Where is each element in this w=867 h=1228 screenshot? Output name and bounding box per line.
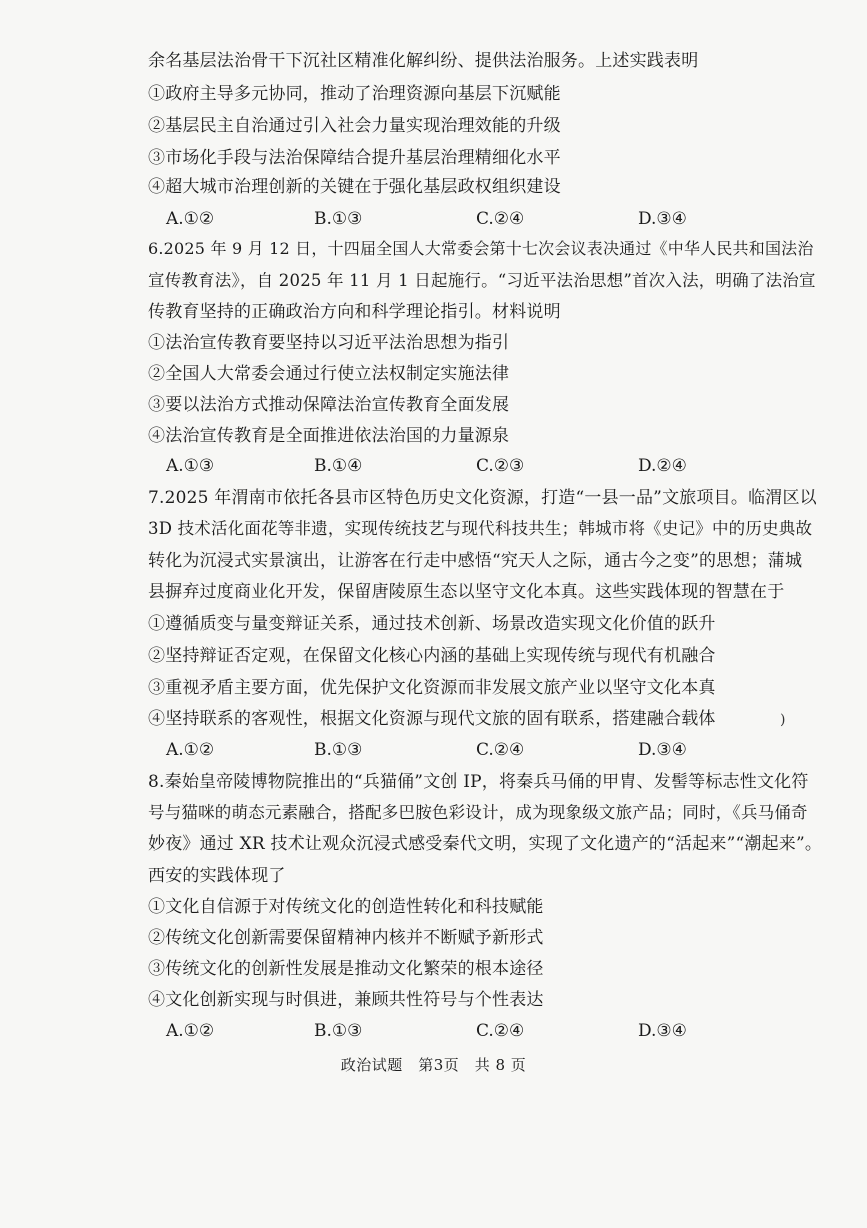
q7-statement-1: ①遵循质变与量变辩证关系，通过技术创新、场景改造实现文化价值的跃升 bbox=[148, 614, 716, 634]
q7-statement-3: ③重视矛盾主要方面，优先保护文化资源而非发展文旅产业以坚守文化本真 bbox=[148, 678, 716, 698]
q7-option-b: B.①③ bbox=[314, 740, 363, 760]
q6-stem-1: 6.2025 年 9 月 12 日，十四届全国人大常委会第十七次会议表决通过《中华人民共和国法治 bbox=[148, 239, 814, 258]
page-footer: 政治试题 第3页 共 8 页 bbox=[340, 1056, 527, 1074]
q7-stem-3: 转化为沉浸式实景演出，让游客在行走中感悟“究天人之际，通古今之变”的思想；蒲城 bbox=[148, 551, 803, 571]
q8-option-a: A.①② bbox=[166, 1021, 215, 1041]
q5-option-b: B.①③ bbox=[314, 209, 363, 229]
q5-option-d: D.③④ bbox=[638, 209, 687, 229]
q6-options bbox=[166, 454, 726, 478]
q7-statement-2: ②坚持辩证否定观，在保留文化核心内涵的基础上实现传统与现代有机融合 bbox=[148, 646, 716, 666]
q8-statement-1: ①文化自信源于对传统文化的创造性转化和科技赋能 bbox=[148, 897, 544, 917]
q7-option-c: C.②④ bbox=[476, 740, 525, 760]
q5-options bbox=[166, 207, 726, 231]
q8-statement-3: ③传统文化的创新性发展是推动文化繁荣的根本途径 bbox=[148, 959, 544, 979]
q5-statement-2: ②基层民主自治通过引入社会力量实现治理效能的升级 bbox=[148, 116, 561, 136]
q8-option-d: D.③④ bbox=[638, 1021, 687, 1041]
q8-statement-2: ②传统文化创新需要保留精神内核并不断赋予新形式 bbox=[148, 928, 544, 948]
q7-option-d: D.③④ bbox=[638, 740, 687, 760]
q8-stem-3: 妙夜》通过 XR 技术让观众沉浸式感受秦代文明，实现了文化遗产的“活起来”“潮起来”。 bbox=[148, 834, 823, 854]
q8-option-b: B.①③ bbox=[314, 1021, 363, 1041]
q8-options bbox=[166, 1019, 726, 1043]
q7-stem-2: 3D 技术活化面花等非遗，实现传统技艺与现代科技共生；韩城市将《史记》中的历史典故 bbox=[148, 519, 813, 538]
q7-option-a: A.①② bbox=[166, 740, 215, 760]
q6-option-b: B.①④ bbox=[314, 456, 363, 476]
q6-stem-3: 传教育坚持的正确政治方向和科学理论指引。材料说明 bbox=[148, 302, 561, 322]
q6-statement-4: ④法治宣传教育是全面推进依法治国的力量源泉 bbox=[148, 426, 510, 446]
q5-option-a: A.①② bbox=[166, 209, 215, 229]
q6-statement-2: ②全国人大常委会通过行使立法权制定实施法律 bbox=[148, 364, 510, 384]
q8-stem-1: 8.秦始皇帝陵博物院推出的“兵猫俑”文创 IP，将秦兵马俑的甲胄、发髻等标志性文化符 bbox=[148, 772, 809, 792]
q7-statement-4: ④坚持联系的客观性，根据文化资源与现代文旅的固有联系，搭建融合载体 bbox=[148, 709, 716, 729]
q6-option-d: D.②④ bbox=[638, 456, 687, 476]
q8-statement-4: ④文化创新实现与时俱进，兼顾共性符号与个性表达 bbox=[148, 990, 544, 1010]
q5-statement-4: ④超大城市治理创新的关键在于强化基层政权组织建设 bbox=[148, 177, 561, 197]
q6-statement-1: ①法治宣传教育要坚持以习近平法治思想为指引 bbox=[148, 333, 510, 353]
q5-statement-1: ①政府主导多元协同，推动了治理资源向基层下沉赋能 bbox=[148, 84, 561, 104]
intro-line: 余名基层法治骨干下沉社区精准化解纠纷、提供法治服务。上述实践表明 bbox=[148, 51, 699, 71]
q7-stem-4: 县摒弃过度商业化开发，保留唐陵原生态以坚守文化本真。这些实践体现的智慧在于 bbox=[148, 582, 785, 602]
q5-statement-3: ③市场化手段与法治保障结合提升基层治理精细化水平 bbox=[148, 148, 561, 168]
q6-statement-3: ③要以法治方式推动保障法治宣传教育全面发展 bbox=[148, 395, 510, 415]
q6-option-c: C.②③ bbox=[476, 456, 525, 476]
q8-option-c: C.②④ bbox=[476, 1021, 525, 1041]
q5-option-c: C.②④ bbox=[476, 209, 525, 229]
q6-stem-2: 宣传教育法》，自 2025 年 11 月 1 日起施行。“习近平法治思想”首次入法，明确了法治宣 bbox=[148, 271, 816, 290]
q7-options bbox=[166, 738, 726, 762]
q8-stem-4: 西安的实践体现了 bbox=[148, 866, 286, 886]
q6-option-a: A.①③ bbox=[166, 456, 215, 476]
q8-stem-2: 号与猫咪的萌态元素融合，搭配多巴胺色彩设计，成为现象级文旅产品；同时，《兵马俑奇 bbox=[148, 803, 808, 822]
q7-stem-1: 7.2025 年渭南市依托各县市区特色历史文化资源，打造“一县一品”文旅项目。临渭区以 bbox=[148, 488, 817, 508]
margin-mark: ) bbox=[780, 712, 786, 728]
